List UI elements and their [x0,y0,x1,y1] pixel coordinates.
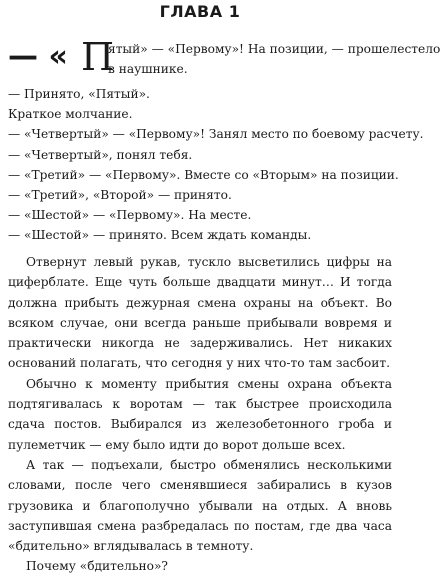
opening-paragraph [8,35,440,82]
dialogue-line: — Принято, «Пятый». [8,87,150,101]
prose-body [8,252,392,577]
dialogue-line: — «Четвертый» — «Первому»! Занял место по боевому расчету. [8,127,424,142]
dialogue-line: Краткое молчание. [8,107,133,122]
dialogue-line: — «Четвертый», понял тебя. [8,147,193,162]
dialogue-line: — «Шестой» — «Первому». На месте. [8,208,252,223]
prose-paragraph: Почему «бдительно»? [26,559,168,574]
prose-paragraph: Отвернут левый рукав, тускло высветились цифры на циферблате. Еще чуть больше двадцати минут… И тогда должна прибыть дежурная смена охраны на объект. Во всяком случае, они всегда раньше прибывали вовремя и практически никогда не задерживались. Нет никаких оснований полагать, что сегодня у них что-то там засбоит. [8,255,392,371]
drop-cap-letter: П [81,35,115,79]
radio-dialogue [8,84,424,246]
opening-dash-quote: — « [8,39,68,74]
prose-paragraph: А так — подъехали, быстро обменялись несколькими словами, после чего сменявшиеся забирались в кузов грузовика и благополучно убывали на отдых. А вновь заступившая смена разбредалась по постам, где два часа «бдительно» вглядывалась в темноту. [8,457,392,554]
dialogue-line: — «Третий» — «Первому». Вместе со «Вторым» на позиции. [8,167,399,182]
chapter-title: ГЛАВА 1 [159,2,241,21]
prose-paragraph: Обычно к моменту прибытия смены охрана объекта подтягивалась к воротам — так быстрее происходила сдача постов. Выбирался из железобетонного гроба и пулеметчик — ему было идти до ворот дольше всех. [8,376,392,452]
opening-line-2: в наушнике. [108,62,188,76]
dialogue-line: — «Третий», «Второй» — принято. [8,188,232,203]
opening-line-1: ятый» — «Первому»! На позиции, — прошелестело [108,42,440,56]
dialogue-line: — «Шестой» — принято. Всем ждать команды. [8,228,312,243]
